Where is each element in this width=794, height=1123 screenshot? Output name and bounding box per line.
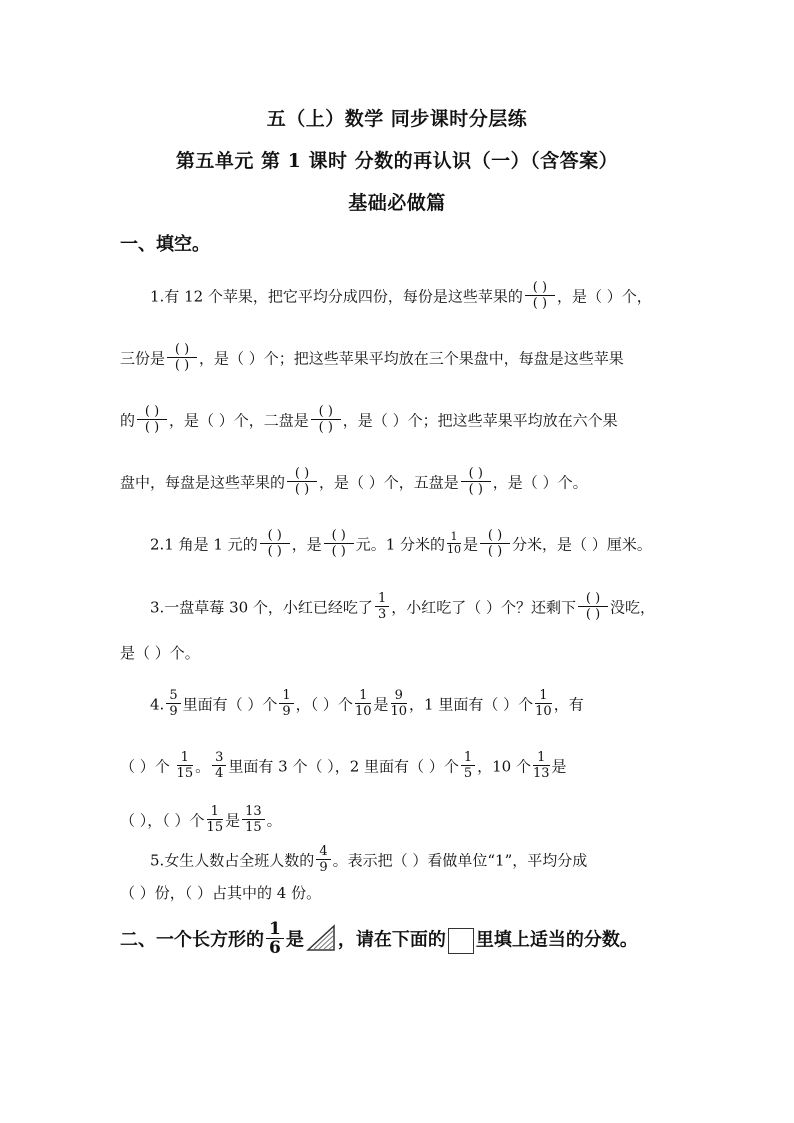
section2-text-c: ，请在下面的 [337, 929, 446, 951]
empty-box-icon [448, 928, 474, 954]
section1-heading: 一、填空。 [120, 234, 210, 255]
q2-line [150, 530, 652, 561]
q2-text-e: 分米，是（ ）厘米。 [512, 535, 652, 554]
q5-line2: （ ）份，（ ）占其中的 4 份。 [120, 884, 322, 902]
fraction-1-9: $\frac{1}{9}$ [279, 688, 293, 719]
fraction-1-13: $\frac{1}{13}$ [532, 750, 550, 781]
fraction-1-15: $\frac{1}{15}$ [206, 804, 224, 835]
page-title: 五（上）数学 同步课时分层练 [266, 108, 528, 130]
section2-text-d: 里填上适当的分数。 [475, 929, 638, 951]
q1-line1 [150, 282, 652, 313]
q2-text-b: ，是 [291, 535, 322, 554]
q5-text-b: 。表示把（ ）看做单位“1”，平均分成 [332, 851, 588, 870]
q4-text-n: 。 [266, 811, 282, 830]
blank-fraction[interactable]: $\frac{( )}{( )}$ [167, 342, 197, 373]
fraction-5-9: $\frac{5}{9}$ [166, 688, 180, 719]
fraction-3-4: $\frac{3}{4}$ [212, 750, 226, 781]
section2-heading [120, 919, 638, 959]
q1-text-c: 三份是 [120, 349, 166, 368]
q1-line3 [120, 406, 618, 437]
fraction-1-3: $\frac{1}{3}$ [375, 591, 389, 622]
fraction-1-10: $\frac{1}{10}$ [447, 530, 462, 556]
q1-text-b: ，是（ ）个， [556, 287, 652, 306]
fraction-9-10: $\frac{9}{10}$ [390, 688, 408, 719]
fraction-13-15: $\frac{13}{15}$ [242, 804, 265, 835]
q4-text-h: 。 [195, 757, 211, 776]
section2-text-b: 是 [285, 929, 304, 951]
q4-text-m: 是 [225, 811, 241, 830]
q5-text-a: 5.女生人数占全班人数的 [150, 851, 315, 870]
q2-text-a: 2.1 角是 1 元的 [150, 535, 258, 554]
fraction-4-9: $\frac{4}{9}$ [316, 844, 330, 875]
q4-text-f: ，有 [553, 695, 584, 714]
q4-text-c: ，（ ）个 [295, 695, 353, 714]
q4-line3 [120, 806, 282, 837]
fraction-1-10: $\frac{1}{10}$ [354, 688, 372, 719]
q1-text-a: 1.有 12 个苹果，把它平均分成四份，每份是这些苹果的 [150, 287, 523, 306]
q1-text-h: 盘中，每盘是这些苹果的 [120, 473, 286, 492]
blank-fraction[interactable]: $\frac{( )}{( )}$ [324, 528, 354, 559]
q4-text-g: （ ）个 [120, 757, 175, 776]
q1-text-e: 的 [120, 411, 136, 430]
q3-text-a: 3.一盘草莓 30 个，小红已经吃了 [150, 598, 373, 617]
blank-fraction[interactable]: $\frac{( )}{( )}$ [287, 466, 317, 497]
blank-fraction[interactable]: $\frac{( )}{( )}$ [260, 528, 290, 559]
q2-text-c: 元。1 分米的 [355, 535, 446, 554]
q5-line1 [150, 846, 587, 877]
blank-fraction[interactable]: $\frac{( )}{( )}$ [311, 404, 341, 435]
q4-text-d: 是 [373, 695, 389, 714]
q4-text-j: ，10 个 [477, 757, 531, 776]
q4-line1 [150, 690, 584, 721]
fraction-1-15: $\frac{1}{15}$ [176, 750, 194, 781]
page-subtitle: 第五单元 第 1 课时 分数的再认识（一）（含答案） [175, 150, 619, 172]
shaded-triangle-icon [306, 924, 336, 957]
q4-line2 [120, 752, 567, 783]
q1-text-i: ，是（ ）个，五盘是 [319, 473, 459, 492]
fraction-1-10: $\frac{1}{10}$ [535, 688, 552, 719]
blank-fraction[interactable]: $\frac{( )}{( )}$ [461, 466, 491, 497]
fraction-1-5: $\frac{1}{5}$ [461, 750, 475, 781]
blank-fraction[interactable]: $\frac{( )}{( )}$ [525, 280, 555, 311]
level-heading: 基础必做篇 [348, 192, 446, 214]
q1-line4 [120, 468, 588, 499]
q4-text-l: （ ），（ ）个 [120, 811, 205, 830]
q4-text-b: 里面有（ ）个 [182, 695, 278, 714]
q3-line2: 是（ ）个。 [120, 644, 200, 662]
blank-fraction[interactable]: $\frac{( )}{( )}$ [480, 528, 510, 559]
q1-text-d: ，是（ ）个；把这些苹果平均放在三个果盘中，每盘是这些苹果 [199, 349, 624, 368]
q4-text-a: 4. [150, 695, 165, 714]
q1-text-j: ，是（ ）个。 [492, 473, 588, 492]
q3-line1 [150, 593, 655, 624]
q1-text-f: ，是（ ）个，二盘是 [169, 411, 309, 430]
q3-text-c: 没吃， [610, 598, 656, 617]
section2-text-a: 二、一个长方形的 [120, 929, 264, 951]
q4-text-k: 是 [551, 757, 567, 776]
blank-fraction[interactable]: $\frac{( )}{( )}$ [137, 404, 167, 435]
q1-line2 [120, 344, 624, 375]
blank-fraction[interactable]: $\frac{( )}{( )}$ [578, 591, 608, 622]
fraction-1-6: $\frac{1}{6}$ [266, 920, 284, 957]
q2-text-d: 是 [463, 535, 479, 554]
q1-text-g: ，是（ ）个；把这些苹果平均放在六个果 [342, 411, 618, 430]
q3-text-b: ，小红吃了（ ）个？还剩下 [391, 598, 576, 617]
q4-text-e: ，1 里面有（ ）个 [409, 695, 534, 714]
q4-text-i: 里面有 3 个（ ），2 里面有（ ）个 [228, 757, 459, 776]
